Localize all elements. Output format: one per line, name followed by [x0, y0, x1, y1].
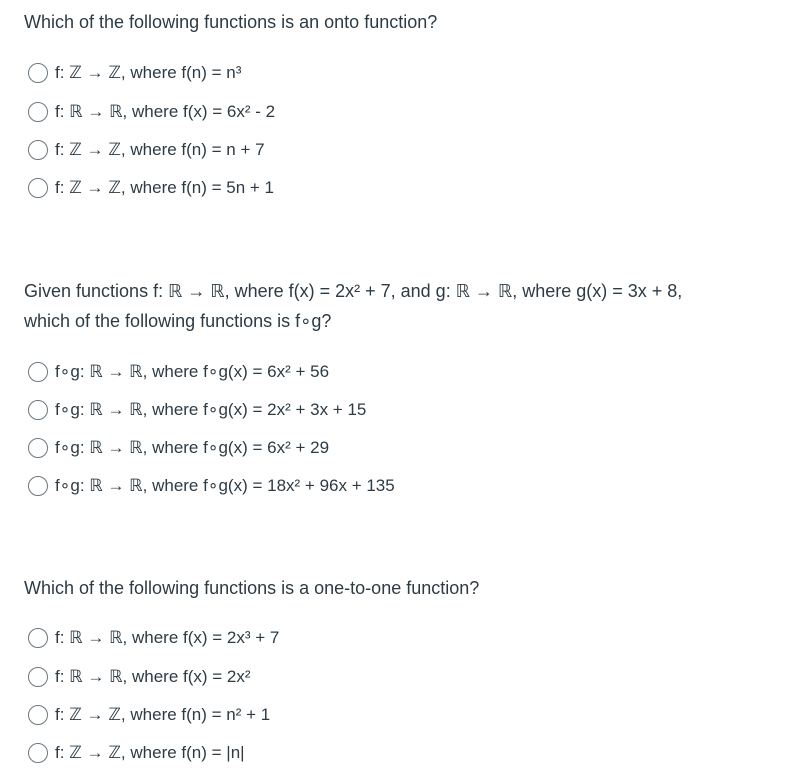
question-2-text-line-2: which of the following functions is f∘g?: [24, 311, 332, 331]
radio-button[interactable]: [28, 178, 48, 198]
radio-button[interactable]: [28, 667, 48, 687]
option-label: f: ℝ → ℝ, where f(x) = 6x² - 2: [55, 102, 276, 121]
q3-option-2[interactable]: [28, 662, 251, 692]
option-label: f∘g: ℝ → ℝ, where f∘g(x) = 6x² + 56: [55, 362, 330, 381]
option-label: f: ℤ → ℤ, where f(n) = |n|: [55, 743, 245, 762]
q1-option-1[interactable]: [28, 58, 241, 88]
radio-button[interactable]: [28, 476, 48, 496]
radio-button[interactable]: [28, 63, 48, 83]
radio-button[interactable]: [28, 705, 48, 725]
q2-option-2[interactable]: [28, 395, 366, 425]
option-label: f: ℤ → ℤ, where f(n) = n² + 1: [55, 705, 271, 724]
q2-option-3[interactable]: [28, 433, 329, 463]
radio-button[interactable]: [28, 362, 48, 382]
radio-button[interactable]: [28, 140, 48, 160]
radio-button[interactable]: [28, 628, 48, 648]
question-1-text: Which of the following functions is an onto function?: [24, 12, 438, 32]
q3-option-1[interactable]: [28, 623, 279, 653]
radio-button[interactable]: [28, 102, 48, 122]
option-label: f∘g: ℝ → ℝ, where f∘g(x) = 18x² + 96x + 135: [55, 476, 395, 495]
option-label: f: ℤ → ℤ, where f(n) = n³: [55, 63, 242, 82]
option-label: f∘g: ℝ → ℝ, where f∘g(x) = 6x² + 29: [55, 438, 330, 457]
q1-option-4[interactable]: [28, 173, 274, 203]
q1-option-3[interactable]: [28, 135, 265, 165]
radio-button[interactable]: [28, 400, 48, 420]
question-2-text-line-1: Given functions f: ℝ → ℝ, where f(x) = 2x² + 7, and g: ℝ → ℝ, where g(x) = 3x + 8,: [24, 281, 683, 301]
q1-option-2[interactable]: [28, 97, 275, 127]
option-label: f: ℝ → ℝ, where f(x) = 2x³ + 7: [55, 628, 280, 647]
option-label: f: ℤ → ℤ, where f(n) = n + 7: [55, 140, 265, 159]
radio-button[interactable]: [28, 438, 48, 458]
option-label: f: ℤ → ℤ, where f(n) = 5n + 1: [55, 178, 275, 197]
question-3: [24, 573, 764, 603]
q2-option-4[interactable]: [28, 471, 395, 501]
q3-option-4[interactable]: [28, 738, 245, 768]
question-1: [24, 7, 764, 37]
option-label: f: ℝ → ℝ, where f(x) = 2x²: [55, 667, 251, 686]
option-label: f∘g: ℝ → ℝ, where f∘g(x) = 2x² + 3x + 15: [55, 400, 367, 419]
q2-option-1[interactable]: [28, 357, 329, 387]
question-3-text: Which of the following functions is a one-to-one function?: [24, 578, 480, 598]
question-2: [24, 276, 764, 336]
q3-option-3[interactable]: [28, 700, 270, 730]
radio-button[interactable]: [28, 743, 48, 763]
